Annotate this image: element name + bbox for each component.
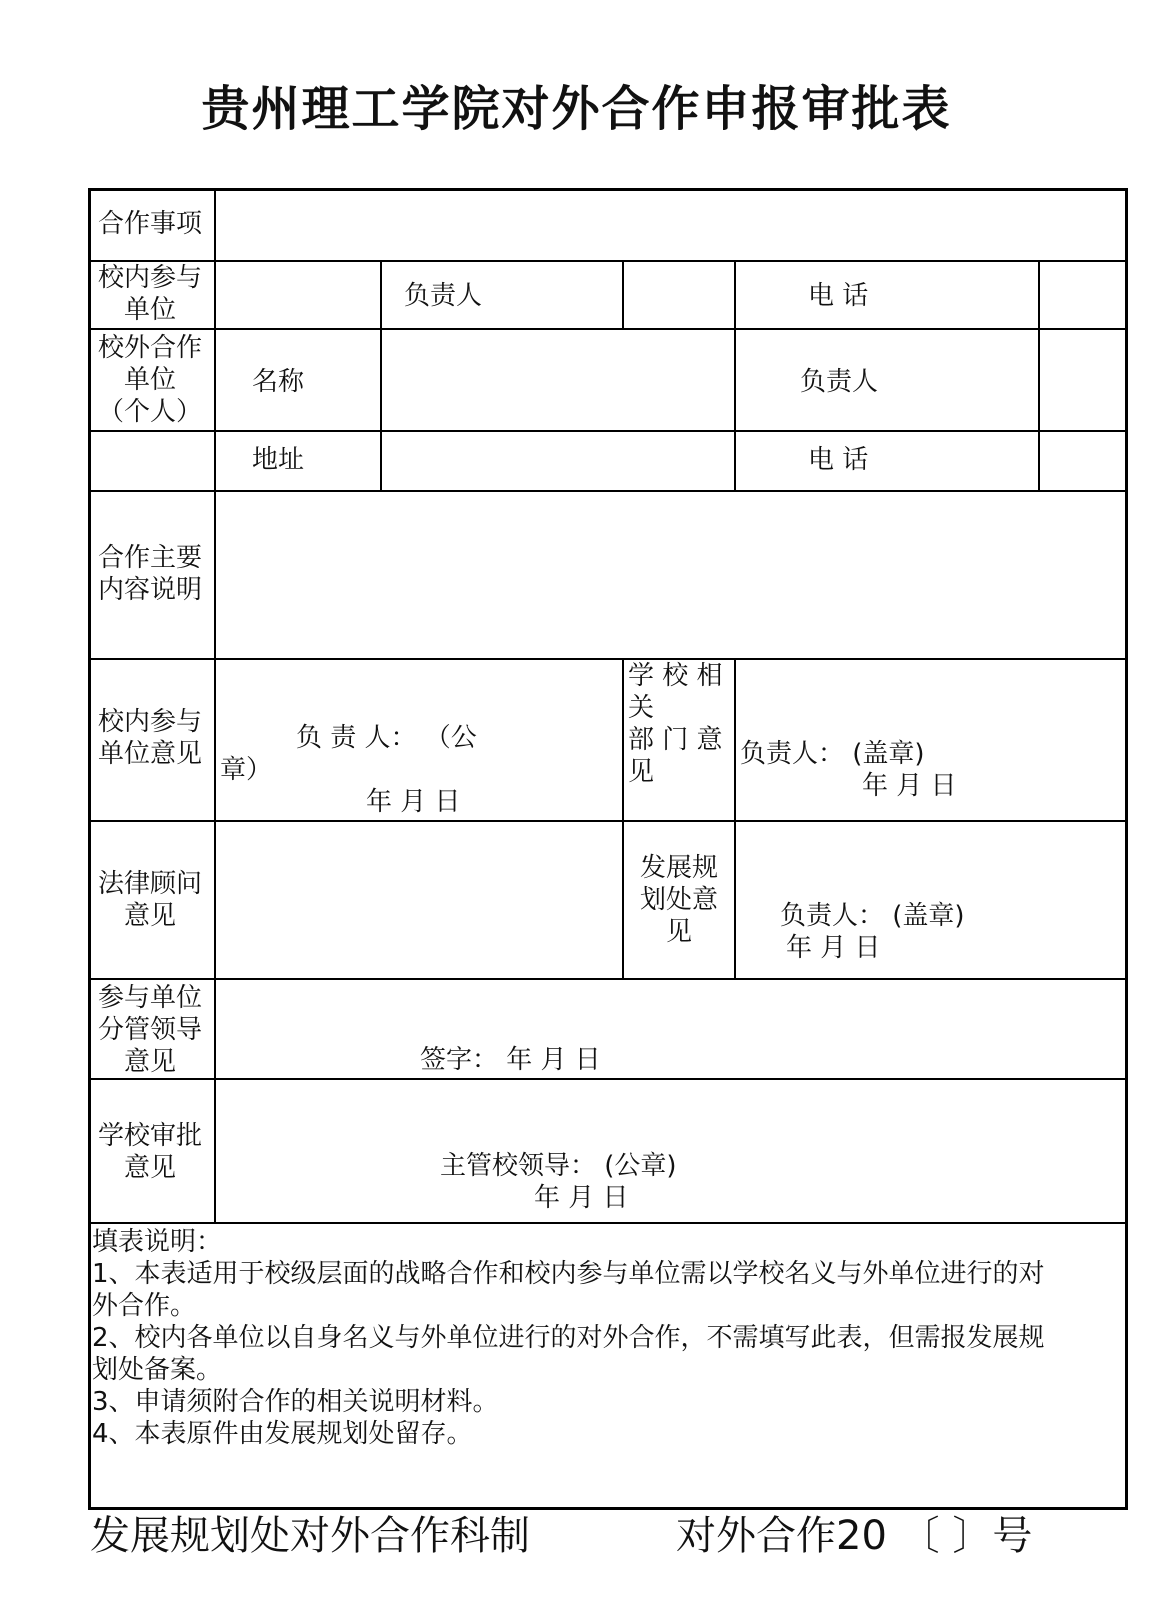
approval-form <box>88 188 1128 1510</box>
notes-item-2-cont: 划处备案。 <box>92 1355 223 1385</box>
leader-opinion-label: 参与单位 分管领导 意见 <box>97 983 202 1077</box>
approval-date: 年 月 日 <box>534 1183 629 1213</box>
col-divider <box>734 260 736 490</box>
row-divider <box>88 1078 1128 1080</box>
notes-item-4: 4、本表原件由发展规划处留存。 <box>92 1419 473 1449</box>
footer-left: 发展规划处对外合作科制 <box>90 1513 530 1559</box>
row-divider <box>88 1222 1128 1224</box>
planning-date: 年 月 日 <box>786 933 881 963</box>
internal-opinion-date: 年 月 日 <box>366 787 461 817</box>
row-divider <box>88 260 1128 262</box>
approval-leader-line: 主管校领导： (公章) <box>440 1151 677 1181</box>
internal-person-label: 负责人 <box>404 281 483 311</box>
notes-item-1: 1、本表适用于校级层面的战略合作和校内参与单位需以学校名义与外单位进行的对 <box>92 1259 1045 1289</box>
page-title: 贵州理工学院对外合作申报审批表 <box>201 81 952 137</box>
main-content-label: 合作主要 内容说明 <box>97 543 202 605</box>
col-divider <box>734 658 736 978</box>
planning-person: 负责人： (盖章) <box>780 901 965 931</box>
row-divider <box>88 430 1128 432</box>
row-divider <box>88 820 1128 822</box>
cooperation-item-label: 合作事项 <box>97 209 202 239</box>
address-label: 地址 <box>252 445 305 475</box>
notes-item-2: 2、校内各单位以自身名义与外单位进行的对外合作，不需填写此表，但需报发展规 <box>92 1323 1045 1353</box>
internal-opinion-label: 校内参与 单位意见 <box>97 707 202 769</box>
person-in-charge-label: 负责人 <box>800 367 879 397</box>
notes-title: 填表说明： <box>92 1227 223 1257</box>
row-divider <box>88 328 1128 330</box>
phone-label-1: 电 话 <box>808 281 869 311</box>
legal-advisor-label: 法律顾问 意见 <box>97 869 202 931</box>
leader-signature-line: 签字： 年 月 日 <box>420 1045 601 1075</box>
internal-opinion-person: 负 责 人： （公 <box>296 723 477 753</box>
col-divider <box>380 260 382 490</box>
phone-label-2: 电 话 <box>808 445 869 475</box>
external-unit-label: 校外合作 单位 （个人） <box>97 333 202 427</box>
notes-item-1-cont: 外合作。 <box>92 1291 197 1321</box>
col-divider <box>622 260 624 328</box>
name-label: 名称 <box>252 367 305 397</box>
row-divider <box>88 658 1128 660</box>
row-divider <box>88 490 1128 492</box>
school-approval-label: 学校审批 意见 <box>97 1121 202 1183</box>
footer-right: 对外合作20 〔 〕号 <box>676 1513 1033 1559</box>
notes-section <box>92 1226 1122 1450</box>
school-related-dept-person: 负责人： (盖章) <box>740 739 925 769</box>
col-divider <box>1038 260 1040 490</box>
school-related-dept-label: 学 校 相 关 部 门 意 见 <box>628 661 723 787</box>
school-related-dept-date: 年 月 日 <box>862 771 957 801</box>
row-divider <box>88 978 1128 980</box>
internal-unit-label: 校内参与 单位 <box>97 263 202 325</box>
notes-item-3: 3、申请须附合作的相关说明材料。 <box>92 1387 499 1417</box>
internal-opinion-stamp: 章） <box>220 755 273 785</box>
planning-dept-label: 发展规 划处意 见 <box>639 853 718 947</box>
col-divider <box>214 188 216 1222</box>
